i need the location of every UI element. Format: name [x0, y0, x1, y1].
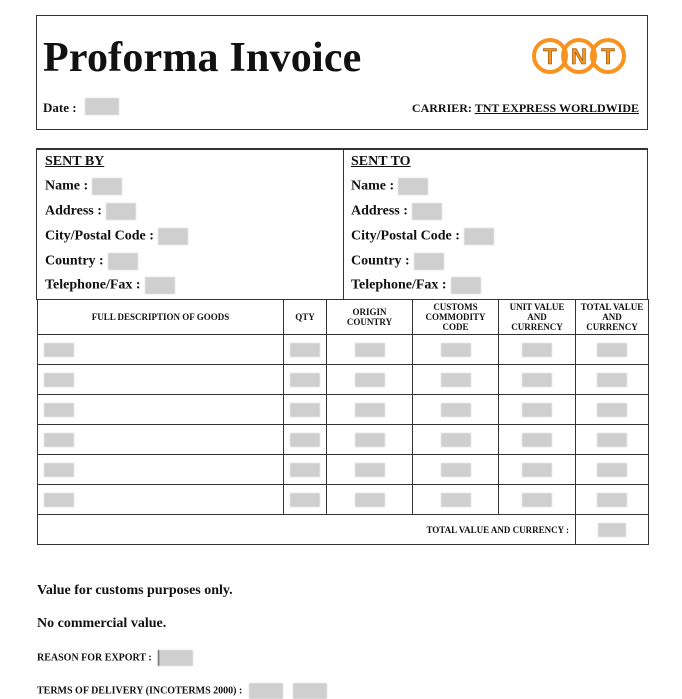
redacted-value	[106, 203, 136, 220]
goods-cell	[576, 395, 649, 425]
redacted-value	[398, 178, 428, 195]
sent-by-phone-row	[45, 277, 175, 294]
redacted-value	[597, 403, 627, 417]
goods-cell	[38, 335, 284, 365]
goods-cell	[413, 365, 499, 395]
goods-cell	[38, 485, 284, 515]
redacted-value	[598, 523, 626, 537]
redacted-value	[522, 493, 552, 507]
terms-label: TERMS OF DELIVERY (INCOTERMS 2000) :	[37, 685, 243, 697]
redacted-value	[414, 253, 444, 270]
redacted-value	[597, 493, 627, 507]
sent-to-heading: SENT TO	[351, 154, 411, 169]
redacted-value	[355, 493, 385, 507]
redacted-value	[597, 433, 627, 447]
goods-cell	[576, 425, 649, 455]
redacted-value	[464, 228, 494, 245]
goods-cell	[413, 455, 499, 485]
goods-cell	[413, 395, 499, 425]
goods-cell	[327, 425, 413, 455]
page-title: Proforma Invoice	[43, 35, 362, 81]
field-label: Country :	[45, 253, 104, 269]
redacted-value	[441, 403, 471, 417]
goods-cell	[576, 365, 649, 395]
goods-cell	[327, 455, 413, 485]
goods-row	[38, 485, 649, 515]
redacted-value	[290, 433, 320, 447]
col-header-total-value: TOTAL VALUE AND CURRENCY	[576, 300, 649, 335]
goods-cell	[284, 455, 327, 485]
tnt-logo	[531, 36, 627, 81]
carrier-line	[412, 101, 639, 116]
goods-cell	[284, 425, 327, 455]
parties-section	[36, 148, 648, 300]
goods-cell	[413, 335, 499, 365]
goods-cell	[284, 335, 327, 365]
redacted-value	[441, 343, 471, 357]
sent-to-name-row	[351, 178, 428, 195]
sent-to-address-row	[351, 203, 442, 220]
goods-cell	[327, 365, 413, 395]
redacted-value	[158, 228, 188, 245]
redacted-value	[441, 493, 471, 507]
redacted-value	[293, 683, 327, 699]
redacted-value	[412, 203, 442, 220]
sent-to-panel	[343, 150, 647, 299]
total-row	[38, 515, 649, 545]
goods-row	[38, 365, 649, 395]
col-header-origin: ORIGIN COUNTRY	[327, 300, 413, 335]
field-label: Address :	[45, 203, 102, 219]
goods-header-row	[38, 300, 649, 335]
field-label: Name :	[45, 178, 89, 194]
invoice-header	[36, 15, 648, 130]
goods-row	[38, 425, 649, 455]
redacted-value	[597, 463, 627, 477]
redacted-value	[522, 343, 552, 357]
goods-cell	[38, 395, 284, 425]
redacted-value	[355, 433, 385, 447]
redacted-value	[108, 253, 138, 270]
goods-cell	[499, 335, 576, 365]
reason-for-export-row	[37, 650, 193, 666]
goods-row	[38, 335, 649, 365]
goods-cell	[413, 485, 499, 515]
goods-cell	[327, 485, 413, 515]
redacted-value	[522, 433, 552, 447]
goods-cell	[499, 455, 576, 485]
col-header-description: FULL DESCRIPTION OF GOODS	[38, 300, 284, 335]
goods-cell	[413, 425, 499, 455]
redacted-value	[249, 683, 283, 699]
goods-row	[38, 395, 649, 425]
terms-of-delivery-row	[37, 683, 327, 699]
sent-to-phone-row	[351, 277, 481, 294]
redacted-value	[355, 463, 385, 477]
redacted-value	[522, 463, 552, 477]
redacted-value	[44, 403, 74, 417]
redacted-value	[522, 403, 552, 417]
redacted-value	[92, 178, 122, 195]
redacted-value	[290, 493, 320, 507]
sent-by-name-row	[45, 178, 122, 195]
sent-by-city-row	[45, 228, 188, 245]
goods-row	[38, 455, 649, 485]
redacted-value	[355, 403, 385, 417]
sent-to-country-row	[351, 253, 444, 270]
goods-cell	[284, 395, 327, 425]
field-label: City/Postal Code :	[351, 228, 460, 244]
goods-cell	[38, 425, 284, 455]
redacted-value	[158, 650, 193, 666]
goods-cell	[38, 455, 284, 485]
redacted-value	[290, 463, 320, 477]
redacted-value	[597, 373, 627, 387]
redacted-value	[44, 373, 74, 387]
redacted-value	[290, 373, 320, 387]
field-label: Country :	[351, 253, 410, 269]
goods-cell	[576, 485, 649, 515]
logo-letter: T	[543, 44, 557, 69]
goods-cell	[38, 365, 284, 395]
redacted-value	[441, 373, 471, 387]
redacted-value	[44, 343, 74, 357]
redacted-value	[44, 433, 74, 447]
redacted-value	[441, 433, 471, 447]
goods-cell	[284, 485, 327, 515]
goods-cell	[576, 335, 649, 365]
field-label: City/Postal Code :	[45, 228, 154, 244]
goods-cell	[499, 365, 576, 395]
date-label: Date :	[43, 100, 77, 115]
logo-letter: N	[571, 44, 587, 69]
reason-label: REASON FOR EXPORT :	[37, 652, 152, 664]
redacted-value	[451, 277, 481, 294]
commercial-note: No commercial value.	[37, 616, 167, 631]
date-value-redacted	[85, 98, 119, 115]
total-value-cell	[576, 515, 649, 545]
field-label: Telephone/Fax :	[45, 277, 141, 293]
carrier-label: CARRIER:	[411, 101, 472, 115]
col-header-qty: QTY	[284, 300, 327, 335]
goods-cell	[576, 455, 649, 485]
total-label: TOTAL VALUE AND CURRENCY :	[38, 515, 576, 545]
redacted-value	[290, 343, 320, 357]
field-label: Name :	[351, 178, 395, 194]
redacted-value	[522, 373, 552, 387]
goods-table	[37, 299, 649, 545]
redacted-value	[355, 373, 385, 387]
carrier-value: TNT EXPRESS WORLDWIDE	[474, 101, 639, 115]
field-label: Address :	[351, 203, 408, 219]
sent-by-address-row	[45, 203, 136, 220]
goods-cell	[499, 425, 576, 455]
redacted-value	[355, 343, 385, 357]
sent-by-country-row	[45, 253, 138, 270]
redacted-value	[44, 493, 74, 507]
sent-to-city-row	[351, 228, 494, 245]
logo-letter: T	[601, 44, 615, 69]
redacted-value	[44, 463, 74, 477]
field-label: Telephone/Fax :	[351, 277, 447, 293]
sent-by-panel	[37, 150, 344, 299]
goods-body	[38, 335, 649, 545]
goods-cell	[327, 395, 413, 425]
redacted-value	[290, 403, 320, 417]
sent-by-heading: SENT BY	[45, 154, 105, 169]
goods-cell	[284, 365, 327, 395]
col-header-commodity: CUSTOMS COMMODITY CODE	[413, 300, 499, 335]
goods-cell	[499, 485, 576, 515]
col-header-unit-value: UNIT VALUE AND CURRENCY	[499, 300, 576, 335]
customs-note: Value for customs purposes only.	[37, 583, 233, 598]
redacted-value	[145, 277, 175, 294]
redacted-value	[597, 343, 627, 357]
redacted-value	[441, 463, 471, 477]
goods-cell	[327, 335, 413, 365]
goods-cell	[499, 395, 576, 425]
